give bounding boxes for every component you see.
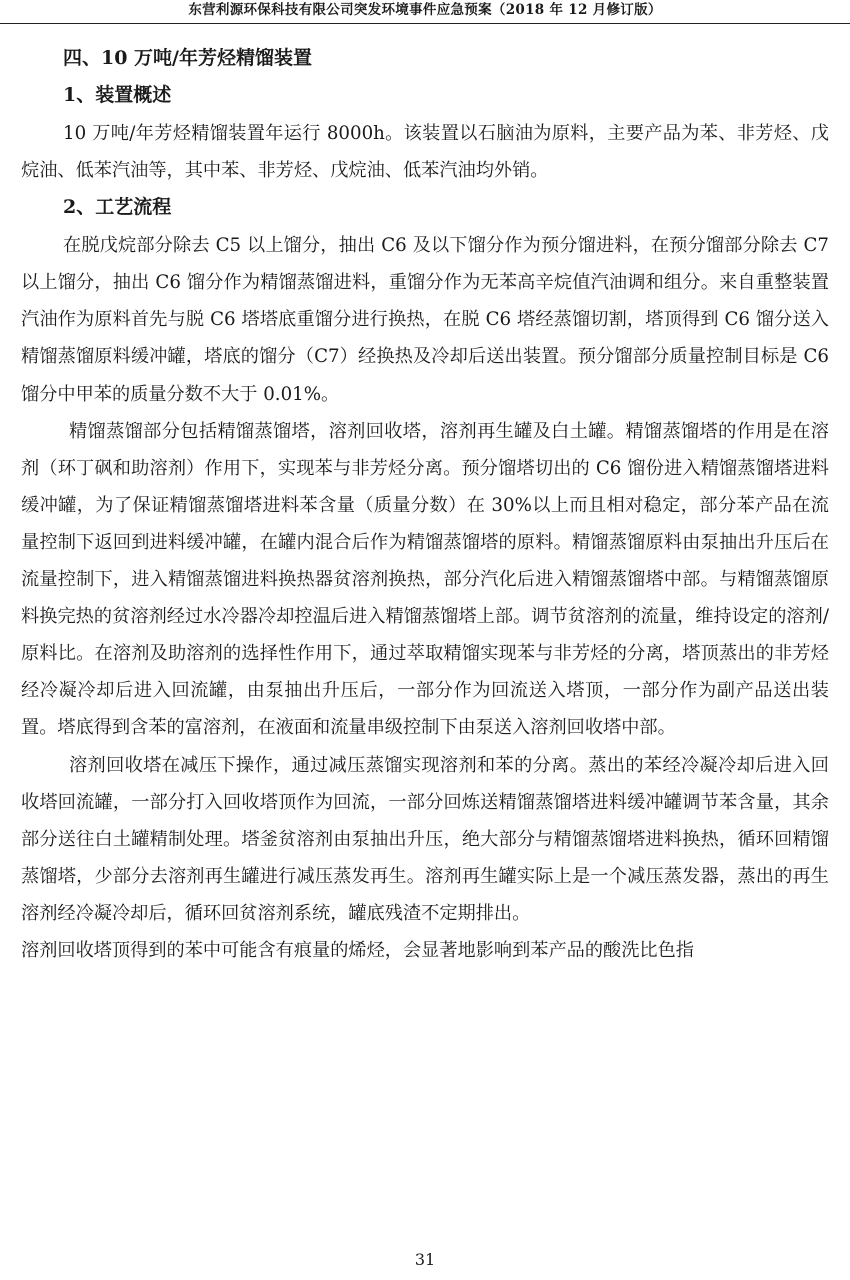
overview-heading: 1、装置概述 — [63, 84, 172, 106]
process-paragraph-4: 溶剂回收塔顶得到的苯中可能含有痕量的烯烃，会显著地影响到苯产品的酸洗比色指 — [21, 939, 694, 961]
process-paragraph-2: 精馏蒸馏部分包括精馏蒸馏塔，溶剂回收塔，溶剂再生罐及白土罐。精馏蒸馏塔的作用是在溶剂（环丁砜和助溶剂）作用下，实现苯与非芳烃分离。预分馏塔切出的 C6 馏份进入精馏蒸馏塔进料缓冲罐，为了保证精馏蒸馏塔进料苯含量（质量分数）在 30%以上而且相对稳定，部分苯产品在流量控制下返回到进料缓冲罐，在罐内混合后作为精馏蒸馏塔的原料。精馏蒸馏原料由泵抽出升压后在流量控制下，进入精馏蒸馏进料换热器贫溶剂换热，部分汽化后进入精馏蒸馏塔中部。与精馏蒸馏原料换完热的贫溶剂经过水冷器冷却控温后进入精馏蒸馏塔上部。调节贫溶剂的流量，维持设定的溶剂/原料比。在溶剂及助溶剂的选择性作用下，通过萃取精馏实现苯与非芳烃的分离，塔顶蒸出的非芳烃经冷凝冷却后进入回流罐，由泵抽出升压后，一部分作为回流送入塔顶，一部分作为副产品送出装置。塔底得到含苯的富溶剂，在液面和流量串级控制下由泵送入溶剂回收塔中部。 — [21, 420, 829, 739]
process-heading: 2、工艺流程 — [63, 196, 172, 219]
process-paragraph-3: 溶剂回收塔在减压下操作，通过减压蒸馏实现溶剂和苯的分离。蒸出的苯经冷凝冷却后进入回收塔回流罐，一部分打入回收塔顶作为回流，一部分回炼送精馏蒸馏塔进料缓冲罐调节苯含量，其余部分送往白土罐精制处理。塔釜贫溶剂由泵抽出升压，绝大部分与精馏蒸馏塔进料换热，循环回精馏蒸馏塔，少部分去溶剂再生罐进行减压蒸发再生。溶剂再生罐实际上是一个减压蒸发器，蒸出的再生溶剂经冷凝冷却后，循环回贫溶剂系统，罐底残渣不定期排出。 — [21, 754, 829, 924]
document-title: 东营利源环保科技有限公司突发环境事件应急预案（2018 年 12 月修订版） — [188, 2, 662, 18]
page-number: 31 — [414, 1250, 436, 1269]
document-body — [21, 40, 829, 969]
overview-paragraph: 10 万吨/年芳烃精馏装置年运行 8000h。该装置以石脑油为原料，主要产品为苯、非芳烃、戊烷油、低苯汽油等，其中苯、非芳烃、戊烷油、低苯汽油均外销。 — [21, 123, 829, 182]
section-title: 四、10 万吨/年芳烃精馏装置 — [63, 47, 312, 69]
process-paragraph-1: 在脱戊烷部分除去 C5 以上馏分，抽出 C6 及以下馏分作为预分馏进料，在预分馏部分除去 C7 以上馏分，抽出 C6 馏分作为精馏蒸馏进料，重馏分作为无苯高辛烷值汽油调和组分。来自重整装置汽油作为原料首先与脱 C6 塔塔底重馏分进行换热，在脱 C6 塔经蒸馏切割，塔顶得到 C6 馏分送入精馏蒸馏原料缓冲罐，塔底的馏分（C7）经换热及冷却后送出装置。预分馏部分质量控制目标是 C6 馏分中甲苯的质量分数不大于 0.01%。 — [21, 235, 829, 405]
page-header — [0, 0, 850, 24]
